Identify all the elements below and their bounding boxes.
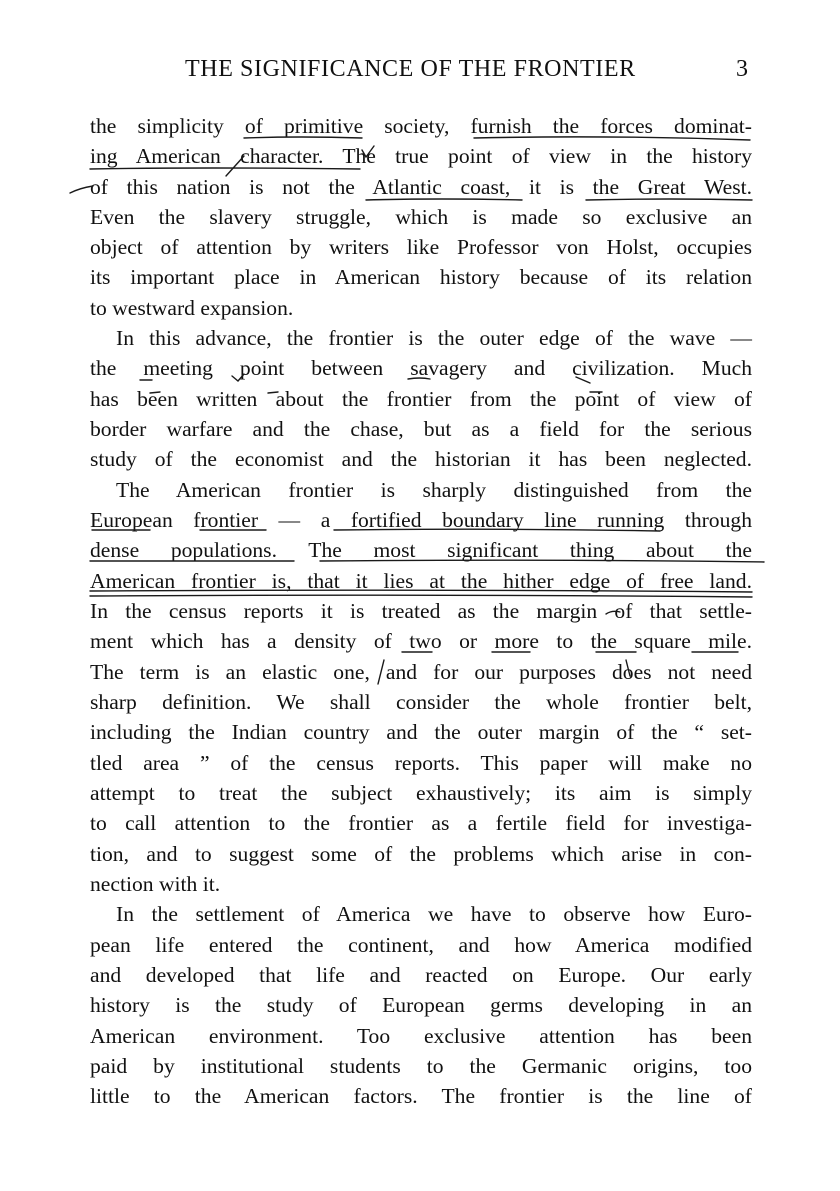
text-line: The term is an elastic one, and for our purposes does not need (90, 660, 752, 684)
text-line: Even the slavery struggle, which is made so exclusive an (90, 205, 752, 229)
text-line: tion, and to suggest some of the problems which arise in con- (90, 842, 752, 866)
text-line: little to the American factors. The frontier is the line of (90, 1084, 752, 1108)
running-header (0, 56, 840, 88)
text-line: sharp definition. We shall consider the whole frontier belt, (90, 690, 752, 714)
text-line: paid by institutional students to the Germanic origins, too (90, 1054, 752, 1078)
text-line: the meeting point between savagery and civilization. Much (90, 356, 752, 380)
text-line: to westward expansion. (90, 296, 294, 320)
text-line: nection with it. (90, 872, 221, 896)
text-line: and developed that life and reacted on Europe. Our early (90, 963, 752, 987)
text-line: ment which has a density of two or more to the square mile. (90, 629, 752, 653)
text-line: In the census reports it is treated as the margin of that settle- (90, 599, 752, 623)
text-line: American frontier is, that it lies at the hither edge of free land. (90, 569, 752, 593)
paragraph-first-line: The American frontier is sharply distinguished from the (116, 478, 752, 502)
text-line: study of the economist and the historian it has been neglected. (90, 447, 752, 471)
text-line: history is the study of European germs developing in an (90, 993, 752, 1017)
text-line: its important place in American history because of its relation (90, 265, 752, 289)
text-line: has been written about the frontier from the point of view of (90, 387, 752, 411)
text-line: the simplicity of primitive society, furnish the forces dominat- (90, 114, 752, 138)
paragraph-first-line: In the settlement of America we have to observe how Euro- (116, 902, 752, 926)
text-line: American environment. Too exclusive attention has been (90, 1024, 752, 1048)
text-line: ing American character. The true point of view in the history (90, 144, 752, 168)
text-line: to call attention to the frontier as a fertile field for investiga- (90, 811, 752, 835)
text-line: including the Indian country and the outer margin of the “ set- (90, 720, 752, 744)
running-header-title: THE SIGNIFICANCE OF THE FRONTIER (185, 56, 636, 82)
paragraph-first-line: In this advance, the frontier is the outer edge of the wave — (116, 326, 752, 350)
text-line: of this nation is not the Atlantic coast, it is the Great West. (90, 175, 752, 199)
text-line: European frontier — a fortified boundary line running through (90, 508, 752, 532)
text-line: object of attention by writers like Professor von Holst, occupies (90, 235, 752, 259)
page-number: 3 (736, 56, 748, 82)
text-line: dense populations. The most significant thing about the (90, 538, 752, 562)
text-line: pean life entered the continent, and how America modified (90, 933, 752, 957)
text-line: attempt to treat the subject exhaustively; its aim is simply (90, 781, 752, 805)
text-line: border warfare and the chase, but as a field for the serious (90, 417, 752, 441)
text-line: tled area ” of the census reports. This paper will make no (90, 751, 752, 775)
